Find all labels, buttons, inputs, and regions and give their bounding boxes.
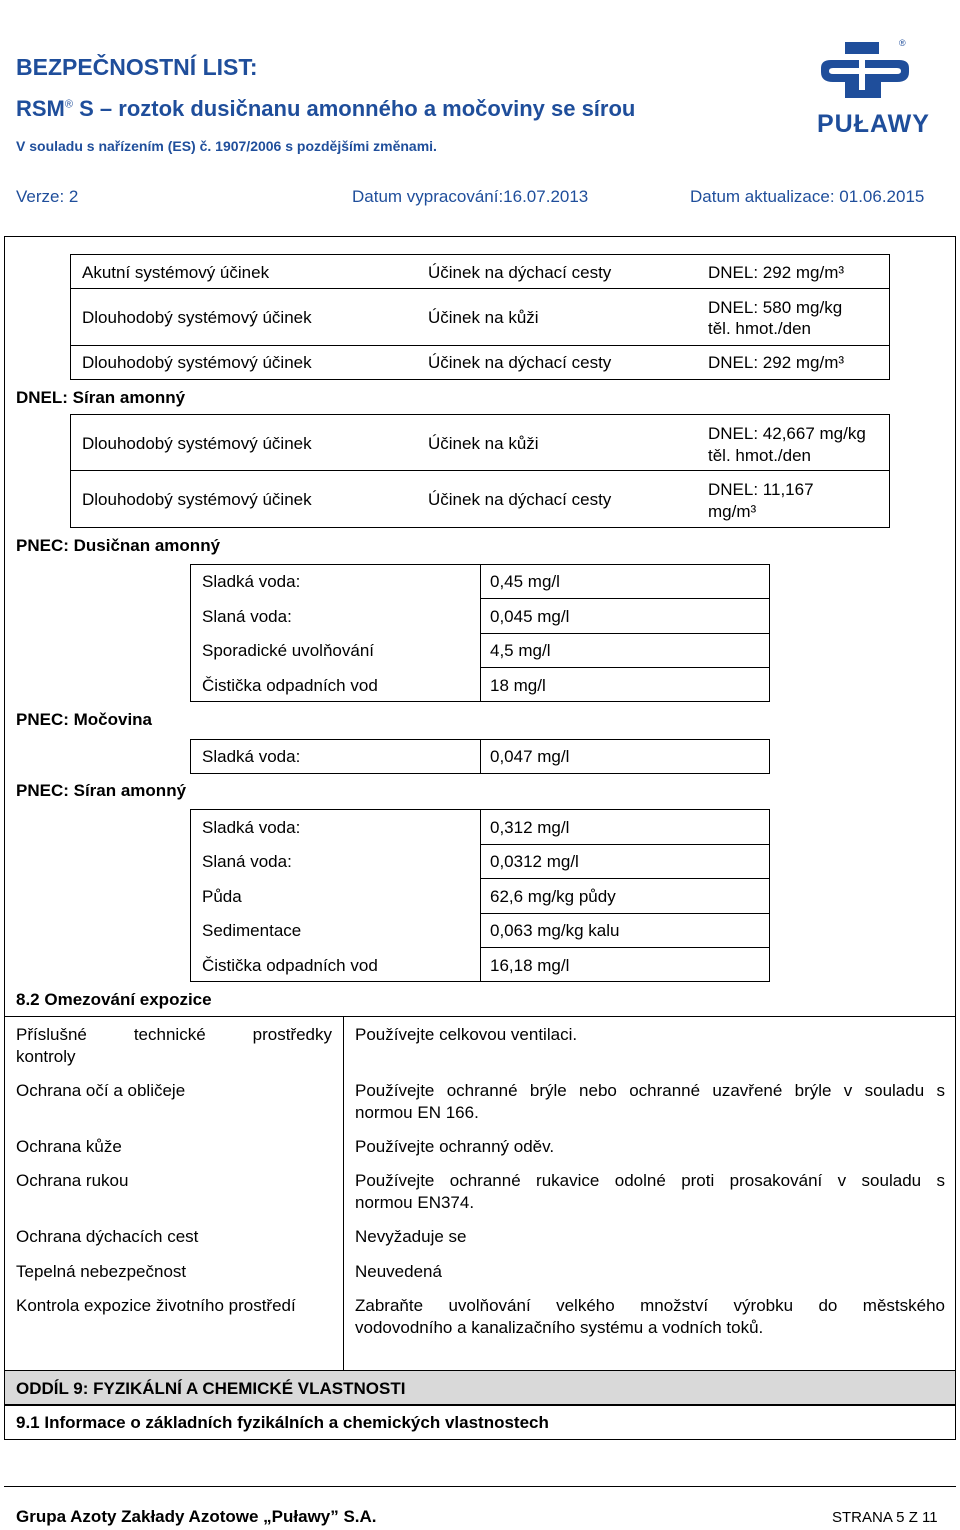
exposure-value: Používejte ochranné rukavice odolné proti prosakování v souladu s bbox=[355, 1171, 945, 1190]
row-divider bbox=[480, 947, 770, 948]
dnel-effect: Akutní systémový účinek bbox=[82, 263, 270, 282]
pnec-value: 0,45 mg/l bbox=[490, 572, 560, 591]
row-divider bbox=[480, 633, 770, 634]
regulation-note: V souladu s nařízením (ES) č. 1907/2006 s pozdějšími změnami. bbox=[16, 138, 437, 154]
row-divider bbox=[480, 844, 770, 845]
col-divider bbox=[480, 739, 481, 774]
exposure-label: Ochrana očí a obličeje bbox=[16, 1081, 186, 1100]
exposure-value: Používejte celkovou ventilaci. bbox=[355, 1025, 578, 1044]
dnel-effect: Dlouhodobý systémový účinek bbox=[82, 434, 312, 453]
dnel-route: Účinek na dýchací cesty bbox=[428, 263, 612, 282]
updated-date: Datum aktualizace: 01.06.2015 bbox=[690, 187, 925, 206]
pnec-sulfate-heading: PNEC: Síran amonný bbox=[16, 781, 187, 800]
logo-text: PUŁAWY bbox=[817, 110, 930, 138]
section9-title-bar bbox=[4, 1370, 956, 1405]
dnel-route: Účinek na dýchací cesty bbox=[428, 353, 612, 372]
dnel-value: DNEL: 11,167 bbox=[708, 480, 814, 499]
product-prefix: RSM bbox=[16, 96, 65, 121]
exposure-value: Neuvedená bbox=[355, 1262, 442, 1281]
col-divider bbox=[480, 809, 481, 982]
pnec-urea-heading: PNEC: Močovina bbox=[16, 710, 153, 729]
prepared-date: Datum vypracování:16.07.2013 bbox=[352, 187, 589, 206]
dnel-value-unit: mg/m³ bbox=[708, 502, 757, 521]
section9-title: ODDÍL 9: FYZIKÁLNÍ A CHEMICKÉ VLASTNOSTI bbox=[16, 1379, 406, 1398]
document-title: BEZPEČNOSTNÍ LIST: bbox=[16, 54, 258, 80]
pnec-name: Sporadické uvolňování bbox=[202, 641, 375, 660]
dnel-sulfate-heading: DNEL: Síran amonný bbox=[16, 388, 186, 407]
exposure-label: Ochrana dýchacích cest bbox=[16, 1227, 199, 1246]
exposure-heading: 8.2 Omezování expozice bbox=[16, 990, 212, 1009]
logo-registered-mark: ® bbox=[899, 38, 906, 48]
pnec-name: Slaná voda: bbox=[202, 607, 292, 626]
footer-divider bbox=[4, 1486, 956, 1487]
pnec-value: 0,047 mg/l bbox=[490, 747, 570, 766]
exposure-value: Zabraňte uvolňování velkého množství výrobku do městského bbox=[355, 1296, 945, 1315]
pnec-name: Sladká voda: bbox=[202, 818, 301, 837]
product-suffix: S – roztok dusičnanu amonného a močoviny se sírou bbox=[79, 96, 636, 121]
pnec-nitrate-heading: PNEC: Dusičnan amonný bbox=[16, 536, 221, 555]
pnec-name: Čistička odpadních vod bbox=[202, 676, 378, 695]
footer-company: Grupa Azoty Zakłady Azotowe „Puławy” S.A. bbox=[16, 1507, 377, 1526]
pnec-name: Slaná voda: bbox=[202, 852, 292, 871]
exposure-value: normou EN374. bbox=[355, 1193, 475, 1212]
exposure-label: kontroly bbox=[16, 1047, 76, 1066]
version-label: Verze: 2 bbox=[16, 187, 79, 206]
dnel-route: Účinek na kůži bbox=[428, 434, 539, 453]
product-name bbox=[16, 96, 635, 122]
dnel-effect: Dlouhodobý systémový účinek bbox=[82, 490, 312, 509]
dnel-value: DNEL: 42,667 mg/kg bbox=[708, 424, 866, 443]
exposure-value: Používejte ochranné brýle nebo ochranné uzavřené brýle v souladu s bbox=[355, 1081, 945, 1100]
exposure-label: Ochrana kůže bbox=[16, 1137, 122, 1156]
pnec-name: Čistička odpadních vod bbox=[202, 956, 378, 975]
pnec-name: Půda bbox=[202, 887, 242, 906]
row-divider bbox=[70, 288, 890, 289]
pnec-value: 18 mg/l bbox=[490, 676, 546, 695]
exposure-value: normou EN 166. bbox=[355, 1103, 479, 1122]
row-divider bbox=[480, 667, 770, 668]
pnec-value: 4,5 mg/l bbox=[490, 641, 551, 660]
company-logo bbox=[815, 38, 930, 142]
exposure-label: Tepelná nebezpečnost bbox=[16, 1262, 187, 1281]
dnel-value-unit: těl. hmot./den bbox=[708, 319, 812, 338]
exposure-value: vodovodního a kanalizačního systému a vodních toků. bbox=[355, 1318, 764, 1337]
pnec-name: Sedimentace bbox=[202, 921, 302, 940]
row-divider bbox=[480, 878, 770, 879]
pnec-value: 62,6 mg/kg půdy bbox=[490, 887, 616, 906]
dnel-value: DNEL: 580 mg/kg bbox=[708, 298, 843, 317]
row-divider bbox=[70, 345, 890, 346]
pnec-value: 0,0312 mg/l bbox=[490, 852, 579, 871]
pnec-name: Sladká voda: bbox=[202, 747, 301, 766]
row-divider bbox=[4, 1405, 956, 1406]
row-divider bbox=[480, 598, 770, 599]
dnel-effect: Dlouhodobý systémový účinek bbox=[82, 308, 312, 327]
dnel-effect: Dlouhodobý systémový účinek bbox=[82, 353, 312, 372]
pnec-name: Sladká voda: bbox=[202, 572, 301, 591]
dnel-value: DNEL: 292 mg/m³ bbox=[708, 263, 845, 282]
pnec-value: 0,063 mg/kg kalu bbox=[490, 921, 620, 940]
exposure-label: Příslušné technické prostředky bbox=[16, 1025, 332, 1044]
pnec-value: 0,312 mg/l bbox=[490, 818, 570, 837]
row-divider bbox=[70, 470, 890, 471]
dnel-value-unit: těl. hmot./den bbox=[708, 446, 812, 465]
dnel-route: Účinek na kůži bbox=[428, 308, 539, 327]
dnel-value: DNEL: 292 mg/m³ bbox=[708, 353, 845, 372]
col-divider bbox=[343, 1016, 344, 1370]
registered-mark: ® bbox=[64, 98, 73, 111]
pnec-value: 16,18 mg/l bbox=[490, 956, 570, 975]
section9-subtitle: 9.1 Informace o základních fyzikálních a chemických vlastnostech bbox=[16, 1413, 549, 1432]
dnel-route: Účinek na dýchací cesty bbox=[428, 490, 612, 509]
exposure-value: Nevyžaduje se bbox=[355, 1227, 467, 1246]
exposure-label: Ochrana rukou bbox=[16, 1171, 129, 1190]
row-divider bbox=[480, 913, 770, 914]
pnec-value: 0,045 mg/l bbox=[490, 607, 570, 626]
exposure-label: Kontrola expozice životního prostředí bbox=[16, 1296, 296, 1315]
footer-page-number: STRANA 5 Z 11 bbox=[832, 1509, 938, 1526]
exposure-value: Používejte ochranný oděv. bbox=[355, 1137, 555, 1156]
row-divider bbox=[4, 1016, 956, 1017]
